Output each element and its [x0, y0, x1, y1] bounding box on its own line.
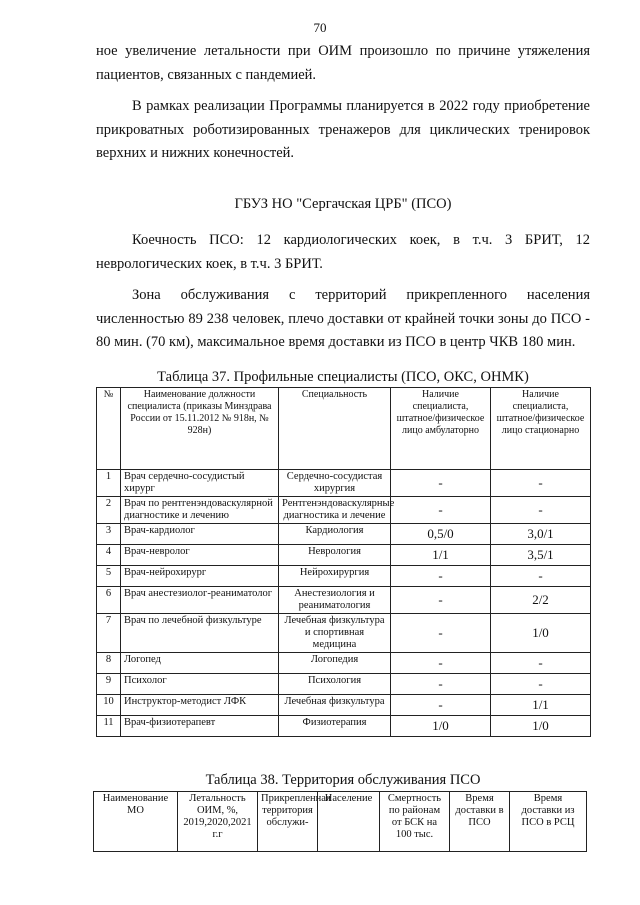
specialty-cell: Рентгенэндоваскулярные диагностика и лечение — [279, 497, 391, 524]
position-cell: Врач по рентгенэндоваскулярной диагностике и лечению — [121, 497, 279, 524]
inpatient-cell: 1/1 — [491, 695, 591, 716]
col-bsk-mortality-header: Смертность по районам от БСК на 100 тыс. — [380, 792, 450, 852]
outpatient-cell: - — [391, 587, 491, 614]
paragraph-4: Зона обслуживания с территорий прикрепленного населения численностью 89 238 человек, плечо доставки от крайней точки зоны до ПСО - 80 мин. (70 км), максимальное время доставки из ПСО в центр ЧКВ 180 мин. — [96, 287, 590, 350]
col-mortality-header: Летальность ОИМ, %, 2019,2020,2021 г.г — [178, 792, 258, 852]
paragraph-2: В рамках реализации Программы планируется в 2022 году приобретение прикроватных роботизированных тренажеров для циклических тренировок верхних и нижних конечностей. — [96, 98, 590, 161]
inpatient-cell: - — [491, 674, 591, 695]
row-number: 6 — [97, 587, 121, 614]
row-number: 3 — [97, 524, 121, 545]
paragraph-3: Коечность ПСО: 12 кардиологических коек, в т.ч. 3 БРИТ, 12 неврологических коек, в т.ч. 3 БРИТ. — [96, 232, 590, 272]
table-row — [97, 566, 591, 587]
specialty-cell: Логопедия — [279, 653, 391, 674]
outpatient-cell: 0,5/0 — [391, 524, 491, 545]
col-position-header: Наименование должности специалиста (приказы Минздрава России от 15.11.2012 № 918н, № 928н) — [121, 388, 279, 470]
row-number: 11 — [97, 716, 121, 737]
table-row — [97, 614, 591, 653]
position-cell: Врач-невролог — [121, 545, 279, 566]
row-number: 5 — [97, 566, 121, 587]
row-number: 4 — [97, 545, 121, 566]
col-specialty-header: Специальность — [279, 388, 391, 470]
col-number-header: № — [97, 388, 121, 470]
outpatient-cell: - — [391, 653, 491, 674]
outpatient-cell: 1/1 — [391, 545, 491, 566]
specialty-cell: Кардиология — [279, 524, 391, 545]
outpatient-cell: - — [391, 566, 491, 587]
page-number: 70 — [313, 20, 327, 35]
position-cell: Врач-кардиолог — [121, 524, 279, 545]
col-outpatient-header: Наличие специалиста, штатное/физическое лицо амбулаторно — [391, 388, 491, 470]
inpatient-cell: - — [491, 653, 591, 674]
specialty-cell: Анестезиология и реаниматология — [279, 587, 391, 614]
position-cell: Психолог — [121, 674, 279, 695]
outpatient-cell: - — [391, 470, 491, 497]
col-delivery-time-header: Время доставки в ПСО — [450, 792, 510, 852]
section-heading: ГБУЗ НО "Сергачская ЦРБ" (ПСО) — [234, 196, 452, 212]
row-number: 2 — [97, 497, 121, 524]
specialty-cell: Сердечно-сосудистая хирургия — [279, 470, 391, 497]
inpatient-cell: - — [491, 470, 591, 497]
position-cell: Врач по лечебной физкультуре — [121, 614, 279, 653]
table-row — [97, 587, 591, 614]
table-header-row — [94, 792, 587, 852]
position-cell: Врач сердечно-сосудистый хирург — [121, 470, 279, 497]
inpatient-cell: 1/0 — [491, 614, 591, 653]
inpatient-cell: 3,5/1 — [491, 545, 591, 566]
col-mo-header: Наименование МО — [94, 792, 178, 852]
table-row — [97, 470, 591, 497]
outpatient-cell: - — [391, 674, 491, 695]
table-row — [97, 653, 591, 674]
inpatient-cell: - — [491, 566, 591, 587]
col-population-header: Население — [318, 792, 380, 852]
specialty-cell: Нейрохирургия — [279, 566, 391, 587]
position-cell: Врач-нейрохирург — [121, 566, 279, 587]
paragraph-1: ное увеличение летальности при ОИМ произошло по причине утяжеления пациентов, связанных с пандемией. — [96, 43, 590, 83]
inpatient-cell: - — [491, 497, 591, 524]
inpatient-cell: 3,0/1 — [491, 524, 591, 545]
outpatient-cell: - — [391, 614, 491, 653]
table-row — [97, 674, 591, 695]
position-cell: Врач анестезиолог-реаниматолог — [121, 587, 279, 614]
col-inpatient-header: Наличие специалиста, штатное/физическое лицо стационарно — [491, 388, 591, 470]
specialty-cell: Лечебная физкультура и спортивная медицина — [279, 614, 391, 653]
table-header-row — [97, 388, 591, 470]
position-cell: Логопед — [121, 653, 279, 674]
row-number: 9 — [97, 674, 121, 695]
table37-caption: Таблица 37. Профильные специалисты (ПСО, ОКС, ОНМК) — [157, 369, 529, 385]
table-row — [97, 524, 591, 545]
col-territory-header: Прикрепленная территория обслужи- — [258, 792, 318, 852]
specialty-cell: Психология — [279, 674, 391, 695]
outpatient-cell: - — [391, 695, 491, 716]
table-row — [97, 716, 591, 737]
row-number: 7 — [97, 614, 121, 653]
row-number: 1 — [97, 470, 121, 497]
table-row — [97, 695, 591, 716]
table38-caption: Таблица 38. Территория обслуживания ПСО — [205, 772, 481, 788]
specialty-cell: Лечебная физкультура — [279, 695, 391, 716]
table-row — [97, 545, 591, 566]
specialty-cell: Неврология — [279, 545, 391, 566]
position-cell: Врач-физиотерапевт — [121, 716, 279, 737]
row-number: 10 — [97, 695, 121, 716]
position-cell: Инструктор-методист ЛФК — [121, 695, 279, 716]
table-37 — [96, 387, 591, 737]
inpatient-cell: 2/2 — [491, 587, 591, 614]
table-38 — [93, 791, 587, 852]
specialty-cell: Физиотерапия — [279, 716, 391, 737]
col-delivery-rsc-header: Время доставки из ПСО в РСЦ — [510, 792, 587, 852]
outpatient-cell: 1/0 — [391, 716, 491, 737]
outpatient-cell: - — [391, 497, 491, 524]
row-number: 8 — [97, 653, 121, 674]
inpatient-cell: 1/0 — [491, 716, 591, 737]
table-row — [97, 497, 591, 524]
